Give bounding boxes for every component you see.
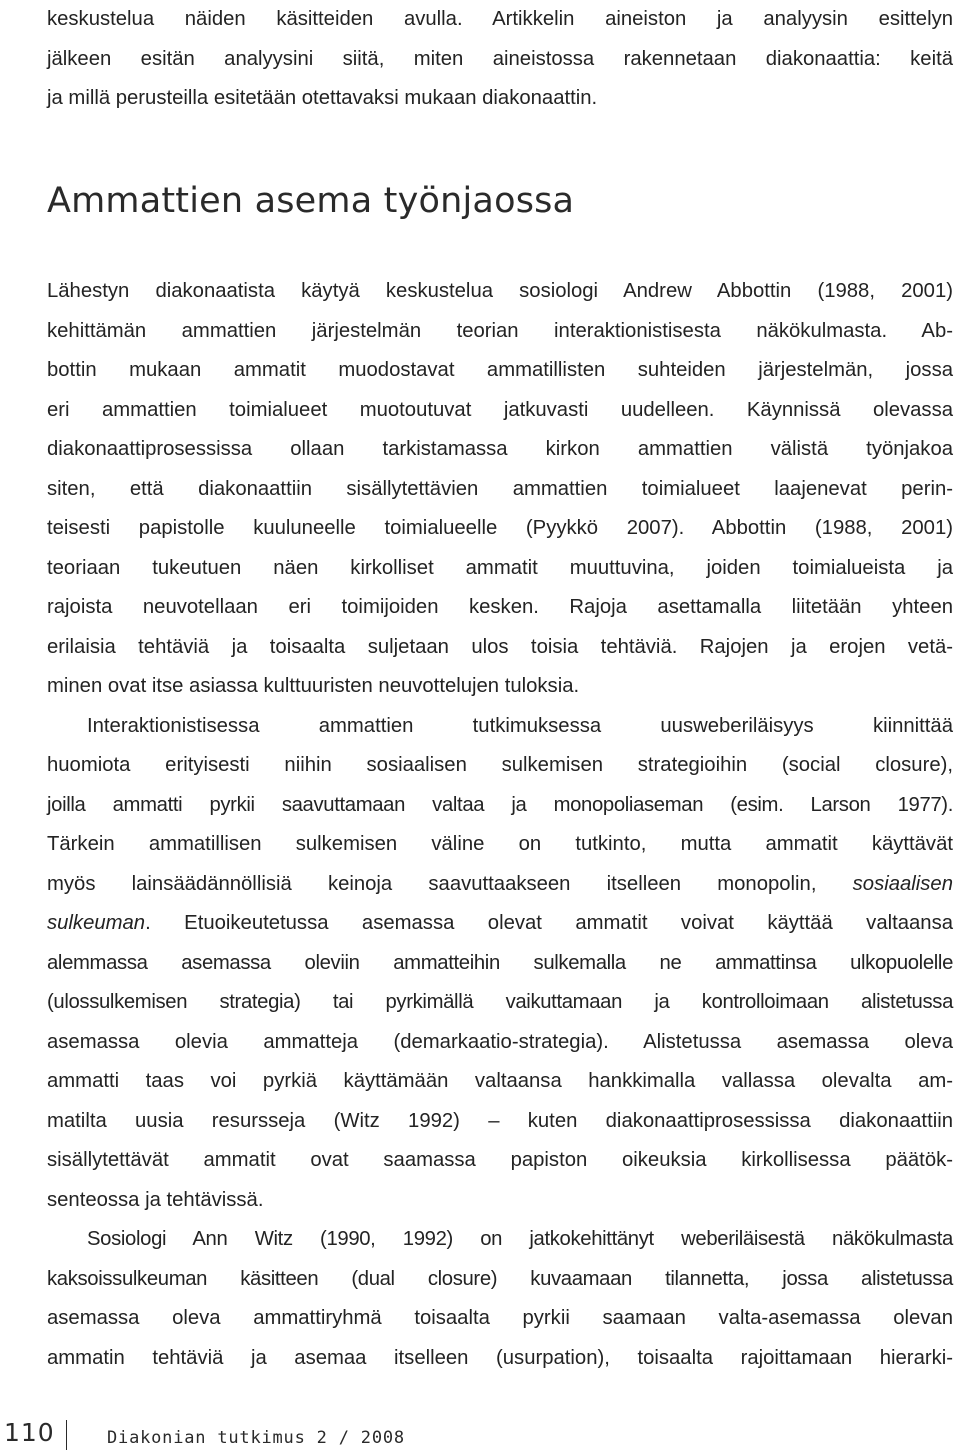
text-line: joilla ammatti pyrkii saavuttamaan valtaa ja monopoliaseman (esim. Larson 1977). — [47, 793, 953, 816]
text-line: matilta uusia resursseja (Witz 1992) – kuten diakonaattiprosessissa diakonaattiin — [47, 1109, 953, 1132]
text-line: Interaktionistisessa ammattien tutkimuksessa uusweberiläisyys kiinnittää — [87, 714, 953, 737]
paragraph-1 — [47, 272, 953, 707]
journal-title: Diakonian tutkimus 2 / 2008 — [107, 1428, 405, 1448]
text-line: kehittämän ammattien järjestelmän teorian interaktionistisesta näkökulmasta. Ab- — [47, 319, 953, 342]
text-line: sisällytettävät ammatit ovat saamassa papiston oikeuksia kirkollisessa päätök- — [47, 1149, 953, 1171]
text-line: alemmassa asemassa oleviin ammatteihin sulkemalla ne ammattinsa ulkopuolelle — [47, 951, 953, 974]
text-line: keskustelua näiden käsitteiden avulla. Artikkelin aineiston ja analyysin esittelyn — [47, 8, 953, 30]
text-line: Lähestyn diakonaatista käytyä keskustelua sosiologi Andrew Abbottin (1988, 2001) — [47, 280, 953, 302]
text-line — [47, 865, 953, 905]
text-line: bottin mukaan ammatit muodostavat ammatillisten suhteiden järjestelmän, jossa — [47, 359, 953, 381]
italic-term: sulkeuman — [47, 912, 146, 934]
text-line: erilaisia tehtäviä ja toisaalta suljetaan ulos toisia tehtäviä. Rajojen ja erojen vetä- — [47, 635, 953, 658]
text-line — [47, 904, 953, 944]
text-line: Sosiologi Ann Witz (1990, 1992) on jatkokehittänyt weberiläisestä näkökulmasta — [87, 1228, 953, 1250]
intro-paragraph — [47, 0, 953, 119]
footer-divider — [66, 1420, 67, 1450]
text-line: eri ammattien toimialueet muotoutuvat jatkuvasti uudelleen. Käynnissä olevassa — [47, 398, 953, 421]
paragraph-3 — [47, 1220, 953, 1378]
text-line: senteossa ja tehtävissä. — [47, 1188, 264, 1211]
text-line: minen ovat itse asiassa kulttuuristen neuvottelujen tuloksia. — [47, 675, 580, 697]
text-line: ammatti taas voi pyrkiä käyttämään valtaansa hankkimalla vallassa olevalta am- — [47, 1070, 953, 1092]
text-line: teoriaan tukeutuen näen kirkolliset ammatit muuttuvina, joiden toimialueista ja — [47, 556, 953, 579]
text-line: (ulossulkemisen strategia) tai pyrkimällä vaikuttamaan ja kontrolloimaan alistetussa — [47, 991, 953, 1013]
text-line: asemassa olevia ammatteja (demarkaatio-strategia). Alistetussa asemassa oleva — [47, 1030, 953, 1053]
text-line: kaksoissulkeuman käsitteen (dual closure) kuvaamaan tilannetta, jossa alistetussa — [47, 1267, 953, 1290]
text-line: asemassa oleva ammattiryhmä toisaalta pyrkii saamaan valta-asemassa olevan — [47, 1307, 953, 1329]
text-line: rajoista neuvotellaan eri toimijoiden kesken. Rajoja asettamalla liitetään yhteen — [47, 596, 953, 618]
page-footer — [0, 1418, 960, 1450]
text-line: ja millä perusteilla esitetään otettavaksi mukaan diakonaattin. — [47, 87, 598, 109]
text-line: jälkeen esitän analyysini siitä, miten aineistossa rakennetaan diakonaattia: keitä — [47, 47, 953, 70]
page-number: 110 — [4, 1418, 55, 1447]
section-heading: Ammattien asema työnjaossa — [47, 181, 575, 221]
text-segment: myös lainsäädännöllisiä keinoja saavuttaakseen itselleen monopolin, — [47, 872, 853, 895]
body-text — [47, 272, 953, 1378]
text-line: diakonaattiprosessissa ollaan tarkistamassa kirkon ammattien välistä työnjakoa — [47, 438, 953, 460]
text-line: huomiota erityisesti niihin sosiaalisen sulkemisen strategioihin (social closure), — [47, 754, 953, 776]
text-line: teisesti papistolle kuuluneelle toimialueelle (Pyykkö 2007). Abbottin (1988, 2001) — [47, 517, 953, 539]
text-line: siten, että diakonaattiin sisällytettävien ammattien toimialueet laajenevat perin- — [47, 477, 953, 500]
text-line: Tärkein ammatillisen sulkemisen väline on tutkinto, mutta ammatit käyttävät — [47, 833, 953, 855]
italic-term: sosiaalisen — [852, 872, 953, 895]
text-segment: . Etuoikeutetussa asemassa olevat ammatit voivat käyttää valtaansa — [145, 912, 953, 934]
paragraph-2 — [47, 707, 953, 1221]
text-line: ammatin tehtäviä ja asemaa itselleen (usurpation), toisaalta rajoittamaan hierarki- — [47, 1346, 953, 1369]
